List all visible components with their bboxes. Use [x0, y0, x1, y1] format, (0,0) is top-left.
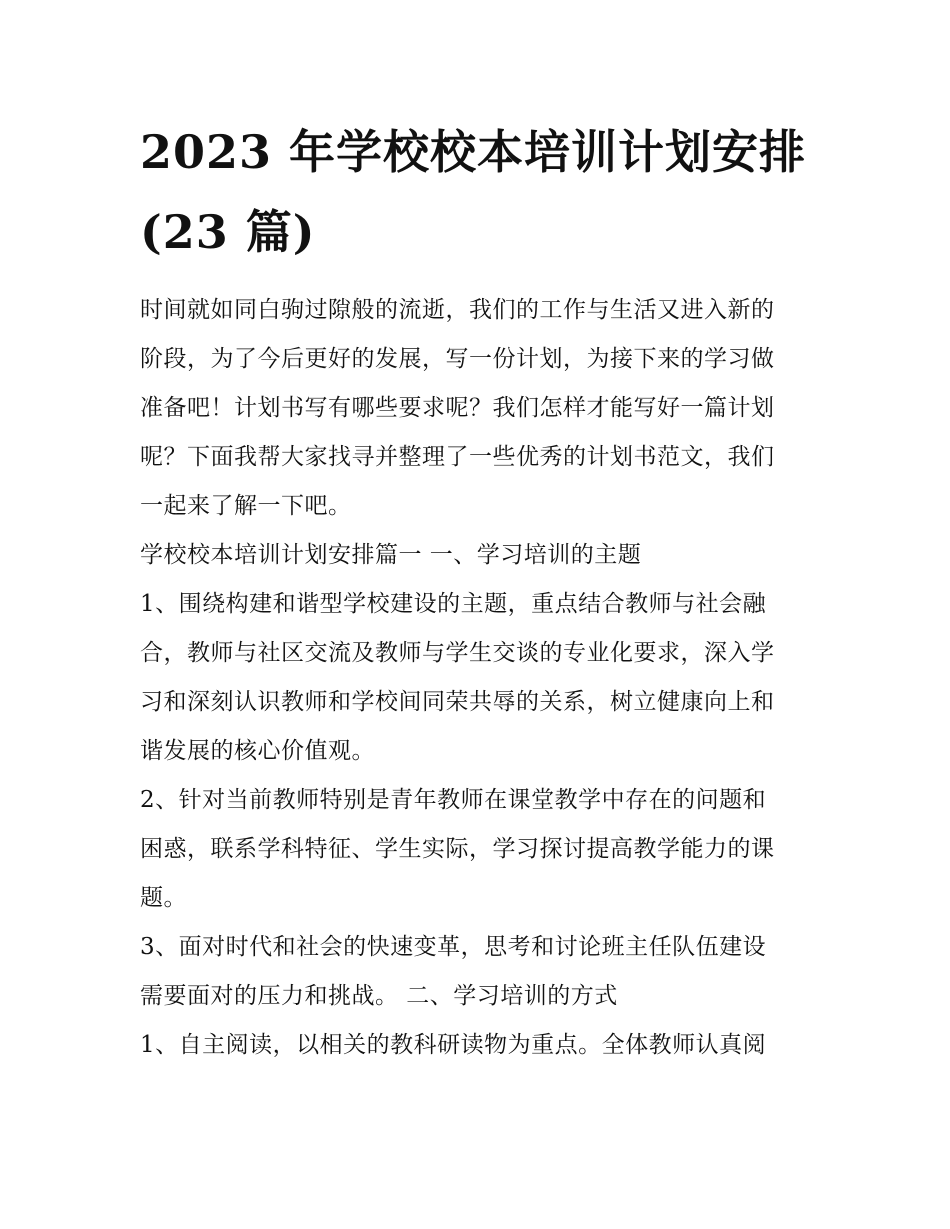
item-1-paragraph: 1、围绕构建和谐型学校建设的主题，重点结合教师与社会融 合，教师与社区交流及教师与学生交谈的专业化要求，深入学 习和深刻认识教师和学校间同荣共辱的关系，树立健康向上和 谐发展的核心价值观。 [140, 591, 775, 764]
item-3-paragraph: 3、面对时代和社会的快速变革，思考和讨论班主任队伍建设 需要面对的压力和挑战。 二、学习培训的方式 [140, 934, 767, 1009]
item-2-paragraph: 2、针对当前教师特别是青年教师在课堂教学中存在的问题和 困惑，联系学科特征、学生实际，学习探讨提高教学能力的课 题。 [140, 787, 775, 911]
document-body [140, 286, 830, 1070]
section-heading-paragraph: 学校校本培训计划安排篇一 一、学习培训的主题 [140, 542, 642, 568]
method-1-paragraph: 1、自主阅读，以相关的教科研读物为重点。全体教师认真阅 [140, 1032, 767, 1058]
intro-paragraph: 时间就如同白驹过隙般的流逝，我们的工作与生活又进入新的 阶段，为了今后更好的发展，写一份计划，为接下来的学习做 准备吧！计划书写有哪些要求呢？我们怎样才能写好一篇计划 呢？下面我帮大家找寻并整理了一些优秀的计划书范文，我们 一起来了解一下吧。 [140, 297, 775, 519]
document-title: 2023 年学校校本培训计划安排 (23 篇) [140, 125, 807, 259]
document-page [140, 112, 830, 1070]
